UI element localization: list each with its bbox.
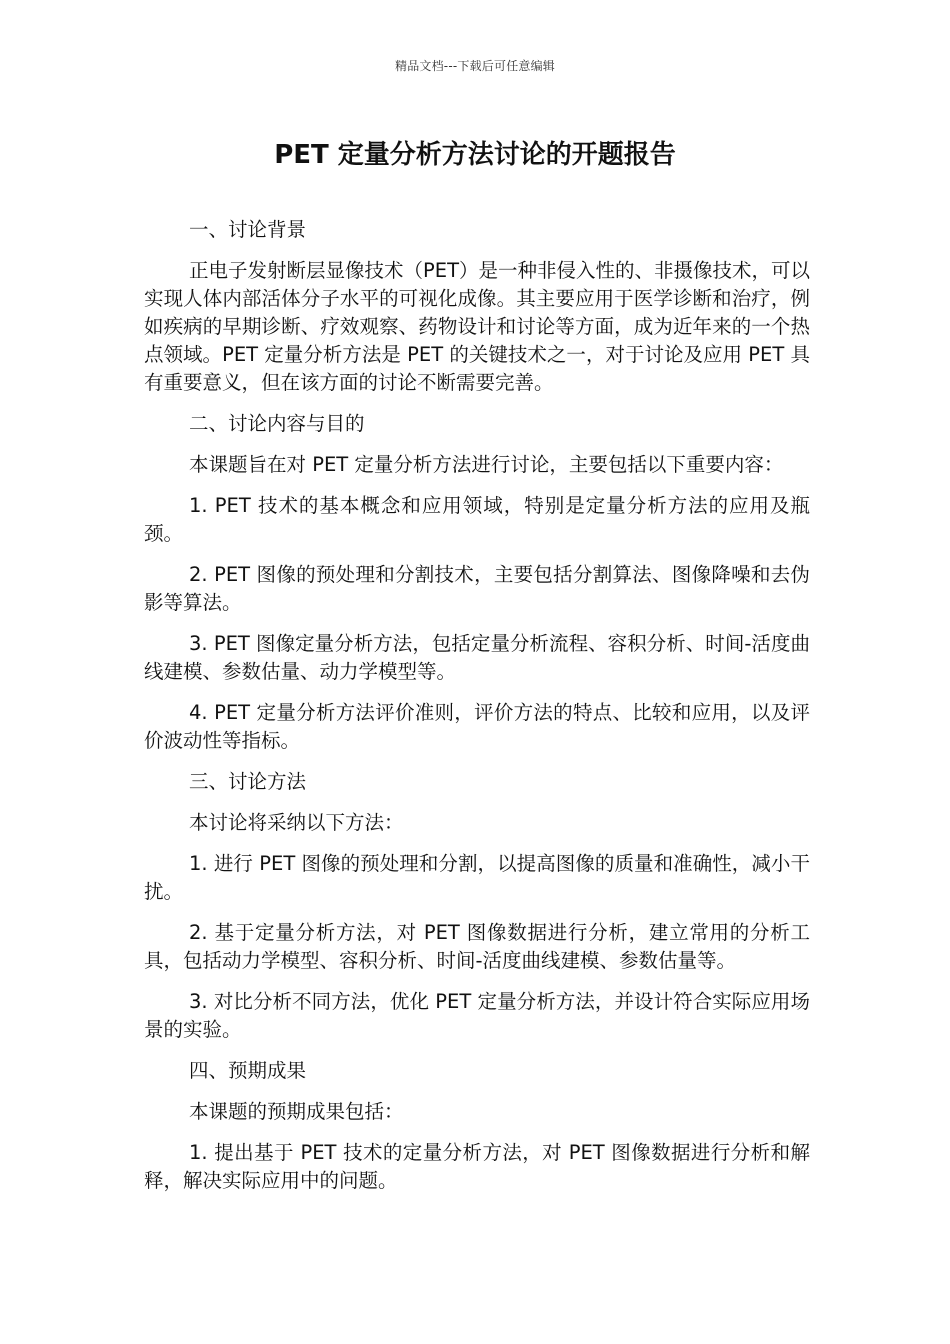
background-paragraph: 正电子发射断层显像技术（PET）是一种非侵入性的、非摄像技术，可以实现人体内部活体分子水平的可视化成像。其主要应用于医学诊断和治疗，例如疾病的早期诊断、疗效观察、药物设计和讨论等方面，成为近年来的一个热点领域。PET 定量分析方法是 PET 的关键技术之一，对于讨论及应用 PET 具有重要意义，但在该方面的讨论不断需要完善。 bbox=[144, 259, 810, 394]
header-watermark: 精品文档---下载后可任意编辑 bbox=[395, 59, 555, 73]
methods-intro: 本讨论将采纳以下方法： bbox=[189, 811, 404, 834]
document-title: PET 定量分析方法讨论的开题报告 bbox=[274, 140, 676, 170]
content-item-2: 2. PET 图像的预处理和分割技术，主要包括分割算法、图像降噪和去伪影等算法。 bbox=[144, 563, 810, 614]
content-intro: 本课题旨在对 PET 定量分析方法进行讨论，主要包括以下重要内容： bbox=[189, 453, 784, 476]
section-heading-results: 四、预期成果 bbox=[189, 1059, 307, 1082]
methods-item-3: 3. 对比分析不同方法，优化 PET 定量分析方法，并设计符合实际应用场景的实验。 bbox=[144, 990, 810, 1041]
section-heading-content: 二、讨论内容与目的 bbox=[189, 412, 365, 435]
methods-item-2: 2. 基于定量分析方法，对 PET 图像数据进行分析，建立常用的分析工具，包括动力学模型、容积分析、时间-活度曲线建模、参数估量等。 bbox=[144, 921, 810, 972]
section-heading-methods: 三、讨论方法 bbox=[189, 770, 307, 793]
content-item-4: 4. PET 定量分析方法评价准则，评价方法的特点、比较和应用，以及评价波动性等指标。 bbox=[144, 701, 810, 752]
section-heading-background: 一、讨论背景 bbox=[189, 218, 307, 241]
content-item-1: 1. PET 技术的基本概念和应用领域，特别是定量分析方法的应用及瓶颈。 bbox=[144, 494, 810, 545]
results-intro: 本课题的预期成果包括： bbox=[189, 1100, 404, 1123]
content-item-3: 3. PET 图像定量分析方法，包括定量分析流程、容积分析、时间-活度曲线建模、参数估量、动力学模型等。 bbox=[144, 632, 810, 683]
document-body bbox=[144, 216, 810, 1208]
results-item-1: 1. 提出基于 PET 技术的定量分析方法，对 PET 图像数据进行分析和解释，解决实际应用中的问题。 bbox=[144, 1141, 810, 1192]
methods-item-1: 1. 进行 PET 图像的预处理和分割，以提高图像的质量和准确性，减小干扰。 bbox=[144, 852, 810, 903]
